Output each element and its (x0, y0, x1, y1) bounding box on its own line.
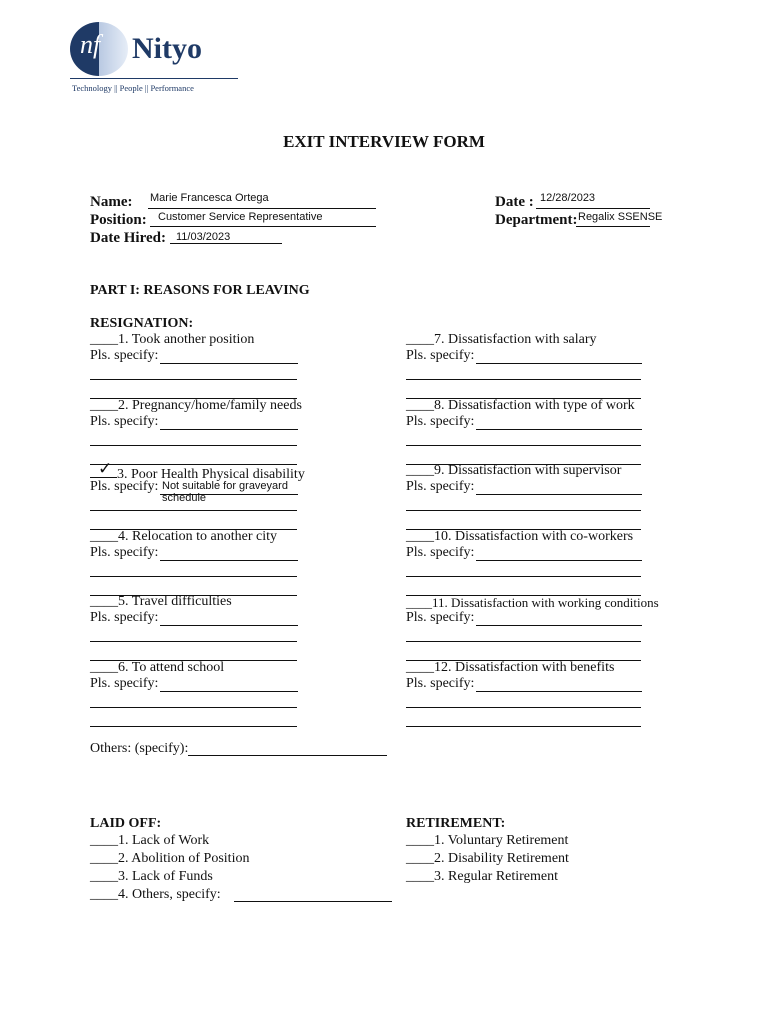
specify-label: Pls. specify: (406, 413, 475, 429)
specify-field-line[interactable] (160, 560, 298, 561)
name-field-line (148, 208, 376, 209)
laid-off-item[interactable]: ____2. Abolition of Position (90, 851, 250, 866)
specify-label: Pls. specify: (406, 675, 475, 691)
specify-field-line[interactable] (476, 429, 642, 430)
date-label: Date : (495, 194, 534, 210)
specify-extra-line[interactable] (406, 726, 641, 727)
specify-field-line[interactable] (160, 625, 298, 626)
name-field[interactable]: Marie Francesca Ortega (150, 192, 269, 204)
right-reason-item[interactable]: ____12. Dissatisfaction with benefits (406, 659, 615, 675)
resignation-title: RESIGNATION: (90, 316, 194, 331)
specify-field-line[interactable] (476, 560, 642, 561)
specify-extra-line[interactable] (90, 510, 297, 511)
specify-label: Pls. specify: (90, 675, 159, 691)
department-field[interactable]: Regalix SSENSE (578, 211, 663, 223)
logo-brand-name: Nityo (132, 32, 202, 65)
right-reason-item[interactable]: ____7. Dissatisfaction with salary (406, 332, 597, 347)
right-reason-item[interactable]: ____8. Dissatisfaction with type of work (406, 397, 635, 413)
specify-label: Pls. specify: (406, 544, 475, 560)
specify-field-value[interactable]: Not suitable for graveyard (162, 480, 288, 492)
checkmark-icon: ✓ (98, 459, 113, 478)
specify-extra-line[interactable] (90, 445, 297, 446)
specify-extra-line[interactable] (406, 641, 641, 642)
right-reason-item[interactable]: ____10. Dissatisfaction with co-workers (406, 528, 634, 544)
specify-label: Pls. specify: (406, 610, 475, 625)
specify-extra-line[interactable] (90, 641, 297, 642)
specify-extra-line[interactable] (90, 707, 297, 708)
others-label: Others: (specify): (90, 741, 189, 756)
specify-label: Pls. specify: (90, 348, 159, 363)
specify-label: Pls. specify: (90, 544, 159, 560)
specify-label: Pls. specify: (90, 413, 159, 429)
left-reason-item[interactable]: ____2. Pregnancy/home/family needs (90, 397, 302, 413)
date-hired-field-line (170, 243, 282, 244)
laid-off-title: LAID OFF: (90, 816, 162, 831)
logo-divider (70, 78, 238, 79)
specify-extra-line[interactable] (406, 707, 641, 708)
logo-monogram: nf (80, 30, 101, 59)
specify-field-line[interactable] (160, 691, 298, 692)
department-field-line (576, 226, 650, 227)
specify-field-line[interactable] (476, 363, 642, 364)
logo-tagline: Technology || People || Performance (72, 83, 194, 93)
retirement-item[interactable]: ____1. Voluntary Retirement (406, 833, 569, 848)
laid-off-item[interactable]: ____4. Others, specify: (90, 887, 221, 902)
specify-extra-line[interactable] (90, 576, 297, 577)
date-hired-field[interactable]: 11/03/2023 (176, 231, 231, 243)
specify-field-line[interactable] (160, 429, 298, 430)
part1-title: PART I: REASONS FOR LEAVING (90, 283, 310, 298)
date-hired-label: Date Hired: (90, 230, 166, 246)
specify-field-line[interactable] (476, 494, 642, 495)
date-field[interactable]: 12/28/2023 (540, 192, 596, 204)
specify-field-line[interactable] (476, 691, 642, 692)
laid-off-others-line[interactable] (234, 901, 392, 902)
left-reason-item[interactable]: ____6. To attend school (90, 659, 225, 675)
company-logo (68, 20, 243, 98)
specify-extra-line[interactable] (406, 445, 641, 446)
retirement-item[interactable]: ____2. Disability Retirement (406, 851, 569, 866)
specify-extra-line[interactable] (90, 379, 297, 380)
specify-field-line[interactable] (160, 363, 298, 364)
specify-extra-line[interactable] (90, 726, 297, 727)
check-blank[interactable] (90, 459, 117, 478)
name-label: Name: (90, 194, 133, 210)
specify-extra-line[interactable] (406, 379, 641, 380)
date-field-line (536, 208, 650, 209)
department-label: Department: (495, 212, 578, 228)
specify-extra-line[interactable] (406, 576, 641, 577)
position-label: Position: (90, 212, 147, 228)
specify-field-line[interactable] (476, 625, 642, 626)
position-field-line (150, 226, 376, 227)
specify-label: Pls. specify: (406, 479, 475, 494)
laid-off-item[interactable]: ____1. Lack of Work (90, 833, 210, 848)
left-reason-item[interactable]: ____4. Relocation to another city (90, 528, 278, 544)
laid-off-item[interactable]: ____3. Lack of Funds (90, 869, 213, 884)
left-reason-item[interactable]: ____5. Travel difficulties (90, 594, 232, 609)
position-field[interactable]: Customer Service Representative (158, 211, 323, 223)
others-field-line[interactable] (188, 755, 387, 756)
left-reason-item[interactable]: ____1. Took another position (90, 332, 255, 347)
specify-label: Pls. specify: (90, 479, 159, 494)
form-title: EXIT INTERVIEW FORM (283, 132, 485, 151)
specify-extra-line[interactable] (406, 510, 641, 511)
specify-label: Pls. specify: (406, 348, 475, 363)
retirement-item[interactable]: ____3. Regular Retirement (406, 869, 559, 884)
specify-label: Pls. specify: (90, 610, 159, 625)
right-reason-item[interactable]: ____11. Dissatisfaction with working conditions (406, 595, 659, 610)
specify-field-value[interactable]: schedule (162, 492, 207, 504)
right-reason-item[interactable]: ____9. Dissatisfaction with supervisor (406, 463, 622, 478)
reason-label: 3. Poor Health Physical disability (117, 467, 305, 482)
retirement-title: RETIREMENT: (406, 816, 506, 831)
